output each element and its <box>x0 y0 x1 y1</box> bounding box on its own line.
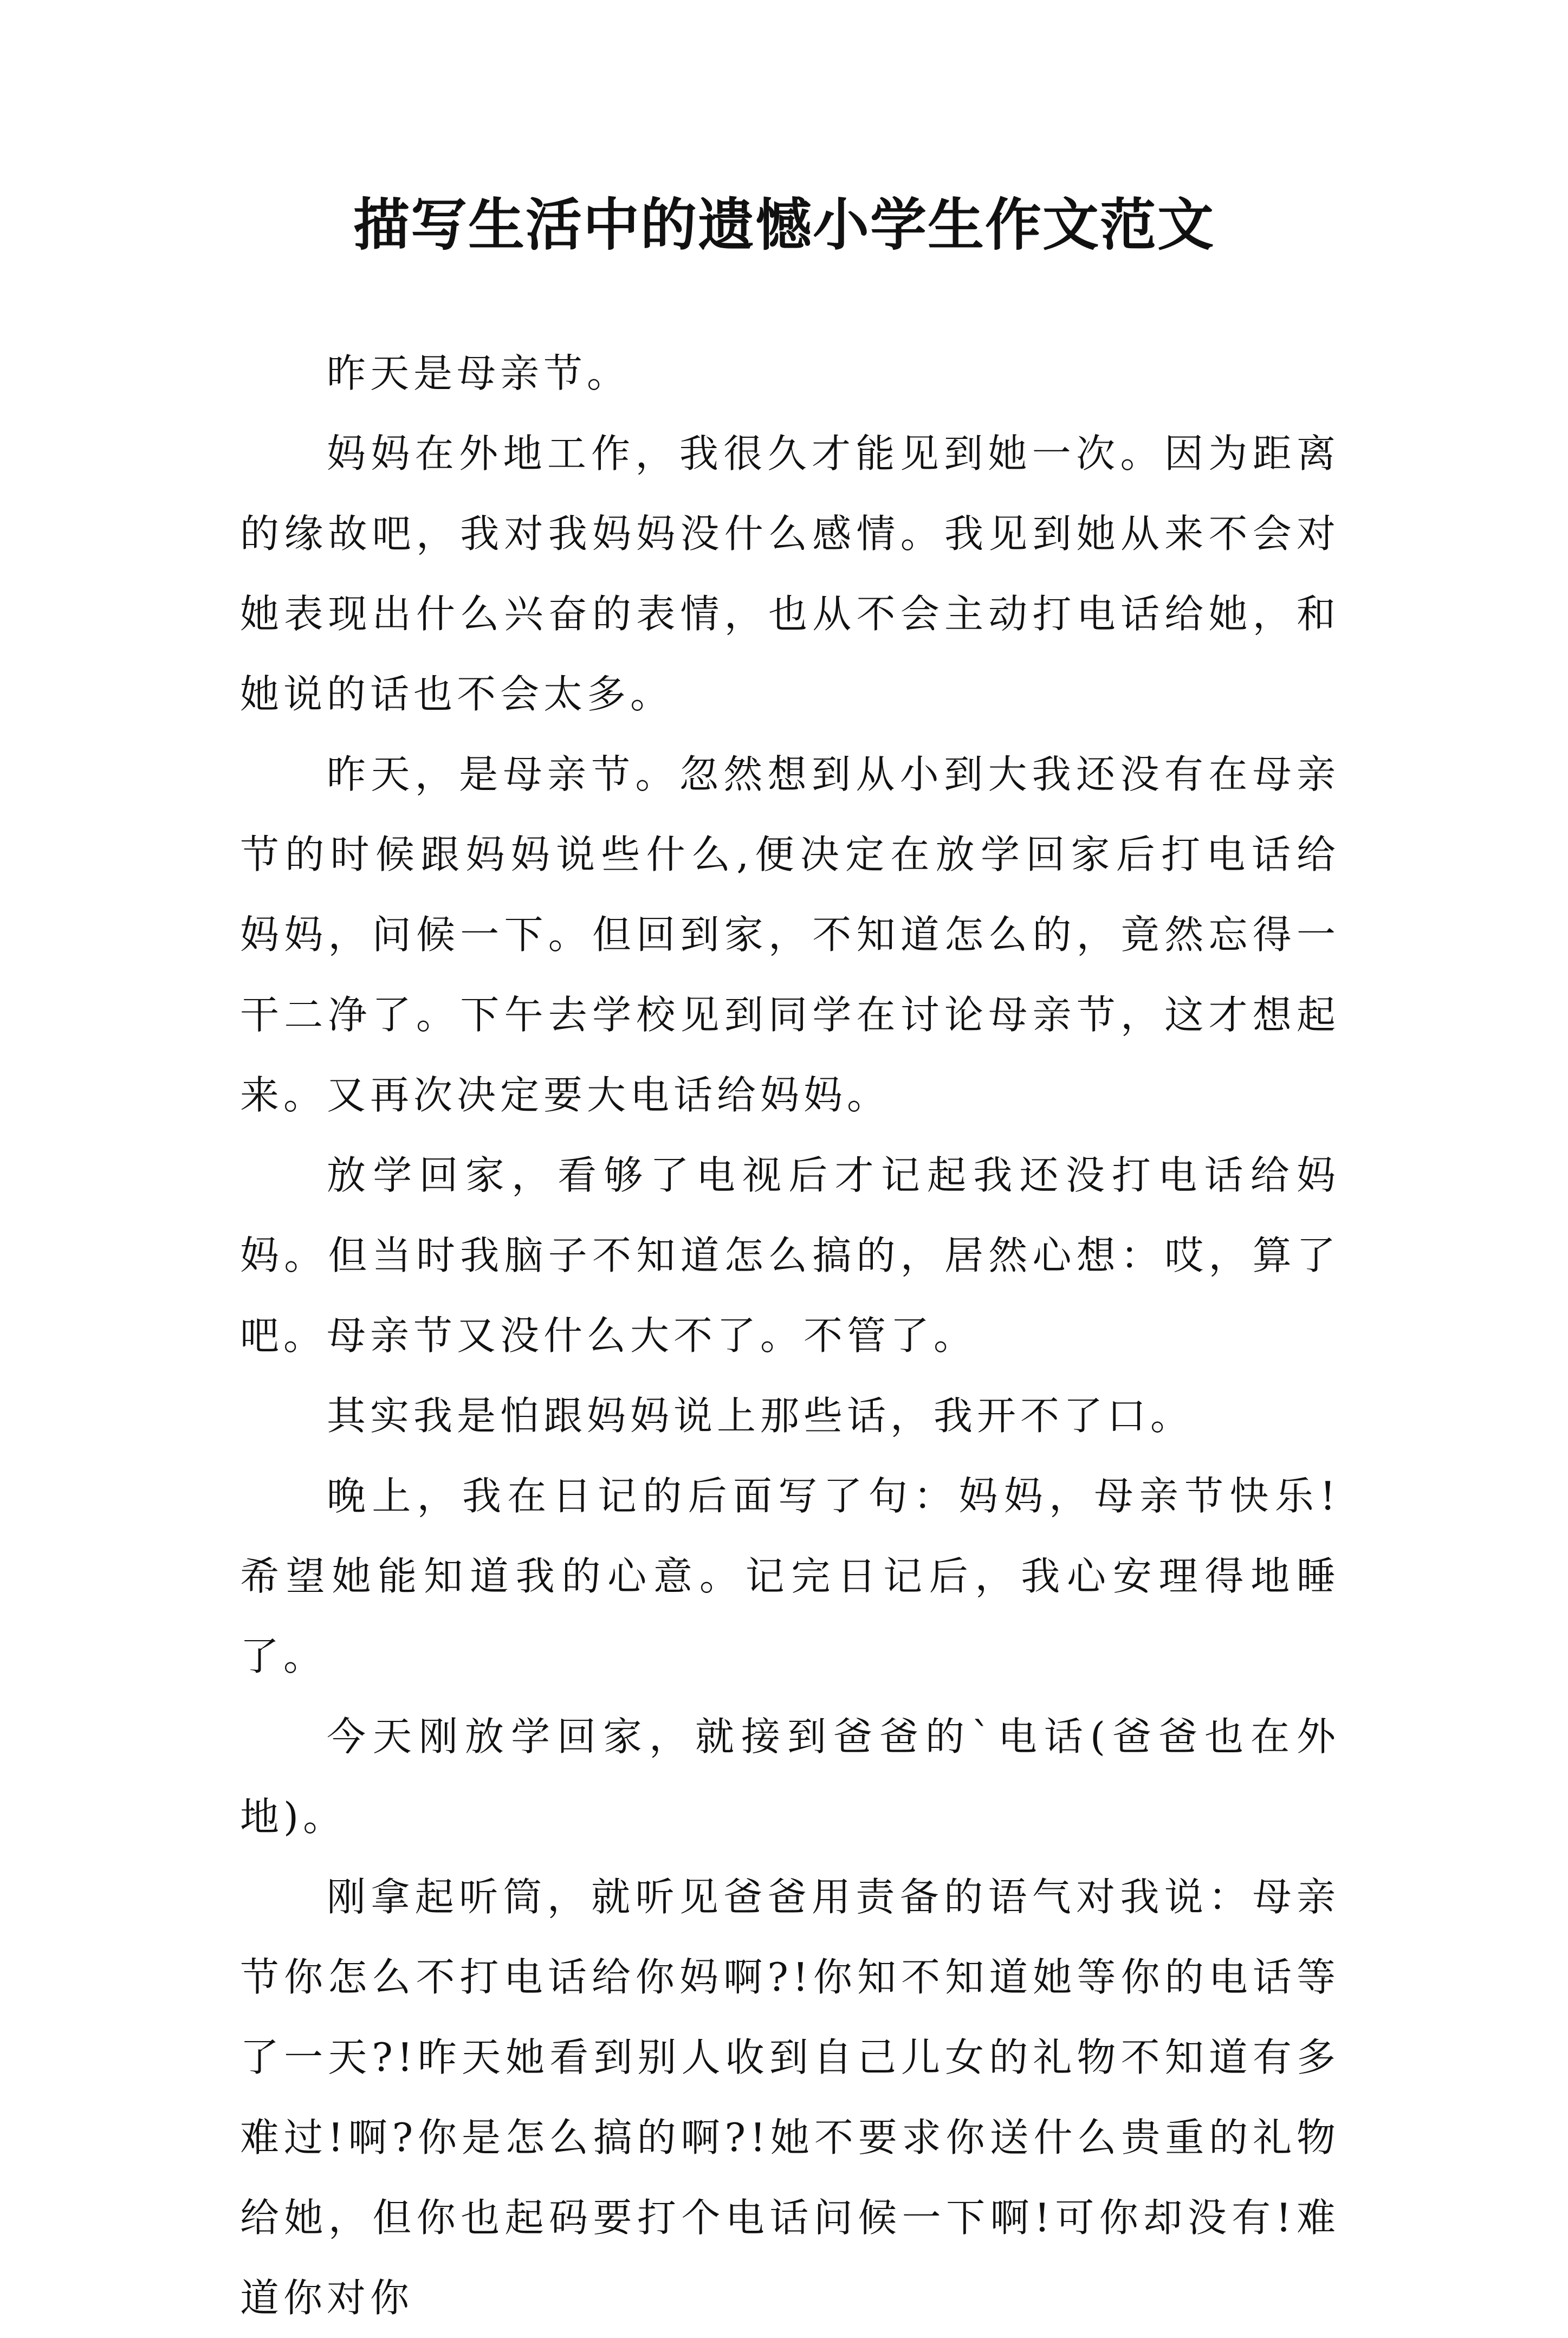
paragraph: 昨天是母亲节。 <box>327 351 631 396</box>
paragraph: 妈妈在外地工作，我很久才能见到她一次。因为距离的缘故吧，我对我妈妈没什么感情。我见到她从来不会对她表现出什么兴奋的表情，也从不会主动打电话给她，和她说的话也不会太多。 <box>240 431 1340 717</box>
paragraph: 今天刚放学回家，就接到爸爸的`电话(爸爸也在外地)。 <box>240 1714 1340 1840</box>
paragraph: 放学回家，看够了电视后才记起我还没打电话给妈妈。但当时我脑子不知道怎么搞的，居然心想：哎，算了吧。母亲节又没什么大不了。不管了。 <box>240 1152 1340 1358</box>
paragraph: 刚拿起听筒，就听见爸爸用责备的语气对我说：母亲节你怎么不打电话给你妈啊?!你知不知道她等你的电话等了一天?!昨天她看到别人收到自己儿女的礼物不知道有多难过!啊?你是怎么搞的啊?!她不要求你送什么贵重的礼物给她，但你也起码要打个电话问候一下啊!可你却没有!难道你对你 <box>240 1874 1340 2321</box>
paragraph: 昨天，是母亲节。忽然想到从小到大我还没有在母亲节的时候跟妈妈说些什么,便决定在放学回家后打电话给妈妈，问候一下。但回到家，不知道怎么的，竟然忘得一干二净了。下午去学校见到同学在讨论母亲节，这才想起来。又再次决定要大电话给妈妈。 <box>240 752 1340 1118</box>
paragraph: 其实我是怕跟妈妈说上那些话，我开不了口。 <box>327 1393 1194 1439</box>
document-title: 描写生活中的遗憾小学生作文范文 <box>353 191 1215 258</box>
paragraph: 晚上，我在日记的后面写了句：妈妈，母亲节快乐!希望她能知道我的心意。记完日记后，我心安理得地睡了。 <box>240 1473 1340 1679</box>
document-body <box>240 333 1340 2338</box>
